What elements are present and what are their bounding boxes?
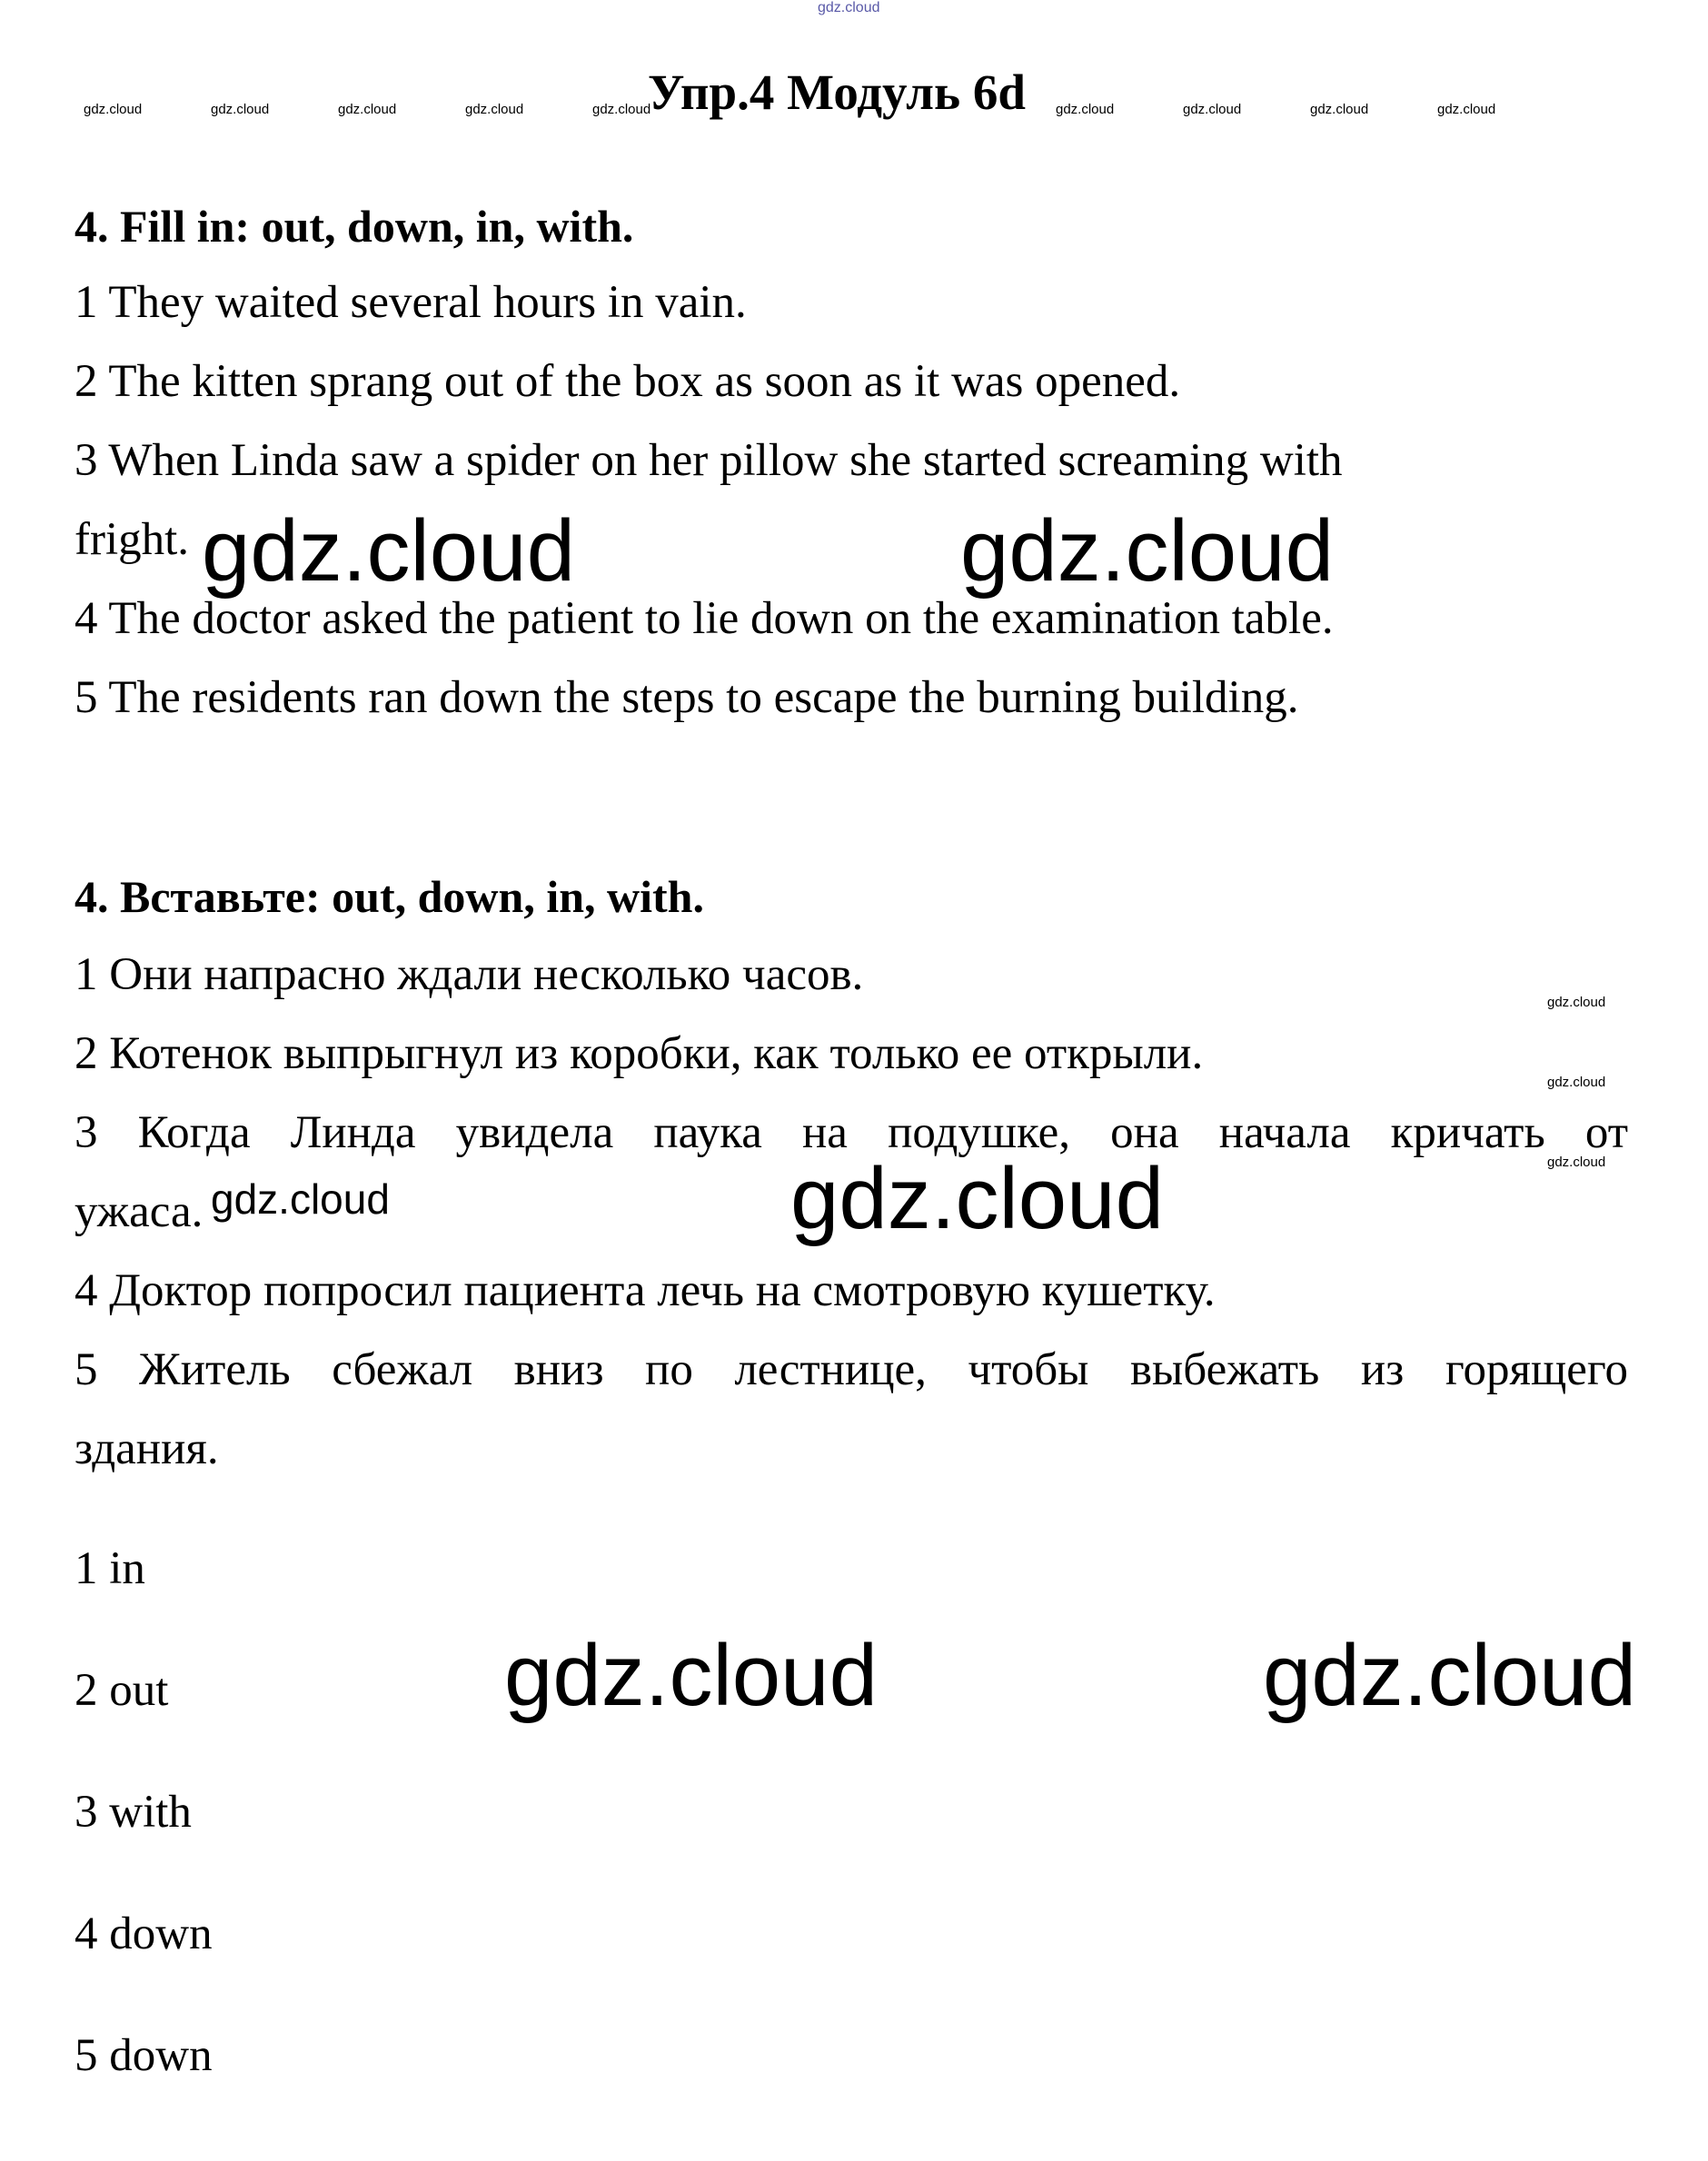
russian-line: здания. <box>74 1423 219 1474</box>
watermark-small: gdz.cloud <box>84 102 143 117</box>
watermark-small: gdz.cloud <box>1437 102 1496 117</box>
watermark-small: gdz.cloud <box>465 102 524 117</box>
watermark-top: gdz.cloud <box>818 0 880 15</box>
answer-item: 5 down <box>74 2030 213 2081</box>
answer-item: 4 down <box>74 1908 213 1959</box>
watermark-large: gdz.cloud <box>960 502 1334 600</box>
russian-line: ужаса. <box>74 1186 204 1237</box>
watermark-medium: gdz.cloud <box>211 1175 390 1223</box>
answer-item: 1 in <box>74 1543 145 1594</box>
russian-line: 2 Котенок выпрыгнул из коробки, как только ее открыли. <box>74 1028 1204 1079</box>
watermark-large: gdz.cloud <box>790 1150 1164 1247</box>
watermark-small: gdz.cloud <box>338 102 397 117</box>
watermark-small: gdz.cloud <box>1056 102 1115 117</box>
watermark-large: gdz.cloud <box>202 502 575 600</box>
answer-item: 3 with <box>74 1787 192 1838</box>
english-line: 5 The residents ran down the steps to escape the burning building. <box>74 672 1299 723</box>
english-line: fright. <box>74 514 190 565</box>
russian-line: 5 Житель сбежал вниз по лестнице, чтобы выбежать из горящего <box>74 1344 1628 1395</box>
watermark-small: gdz.cloud <box>1547 995 1606 1010</box>
english-line: 2 The kitten sprang out of the box as soon as it was opened. <box>74 356 1181 407</box>
watermark-large: gdz.cloud <box>1263 1627 1636 1724</box>
watermark-small: gdz.cloud <box>211 102 270 117</box>
english-heading: 4. Fill in: out, down, in, with. <box>74 201 634 252</box>
russian-heading: 4. Вставьте: out, down, in, with. <box>74 871 704 922</box>
page-title: Упр.4 Модуль 6d <box>648 64 1026 120</box>
russian-line: 4 Доктор попросил пациента лечь на смотровую кушетку. <box>74 1265 1216 1316</box>
watermark-small: gdz.cloud <box>1183 102 1242 117</box>
russian-line: 1 Они напрасно ждали несколько часов. <box>74 949 864 1000</box>
watermark-small: gdz.cloud <box>592 102 651 117</box>
watermark-small: gdz.cloud <box>1547 1155 1606 1170</box>
watermark-small: gdz.cloud <box>1310 102 1369 117</box>
english-line: 4 The doctor asked the patient to lie down on the examination table. <box>74 593 1334 644</box>
russian-line: 3 Когда Линда увидела паука на подушке, она начала кричать от <box>74 1107 1628 1158</box>
watermark-large: gdz.cloud <box>504 1627 878 1724</box>
english-line: 1 They waited several hours in vain. <box>74 277 747 328</box>
watermark-small: gdz.cloud <box>1547 1075 1606 1090</box>
english-line: 3 When Linda saw a spider on her pillow she started screaming with <box>74 435 1343 486</box>
answer-item: 2 out <box>74 1665 169 1716</box>
